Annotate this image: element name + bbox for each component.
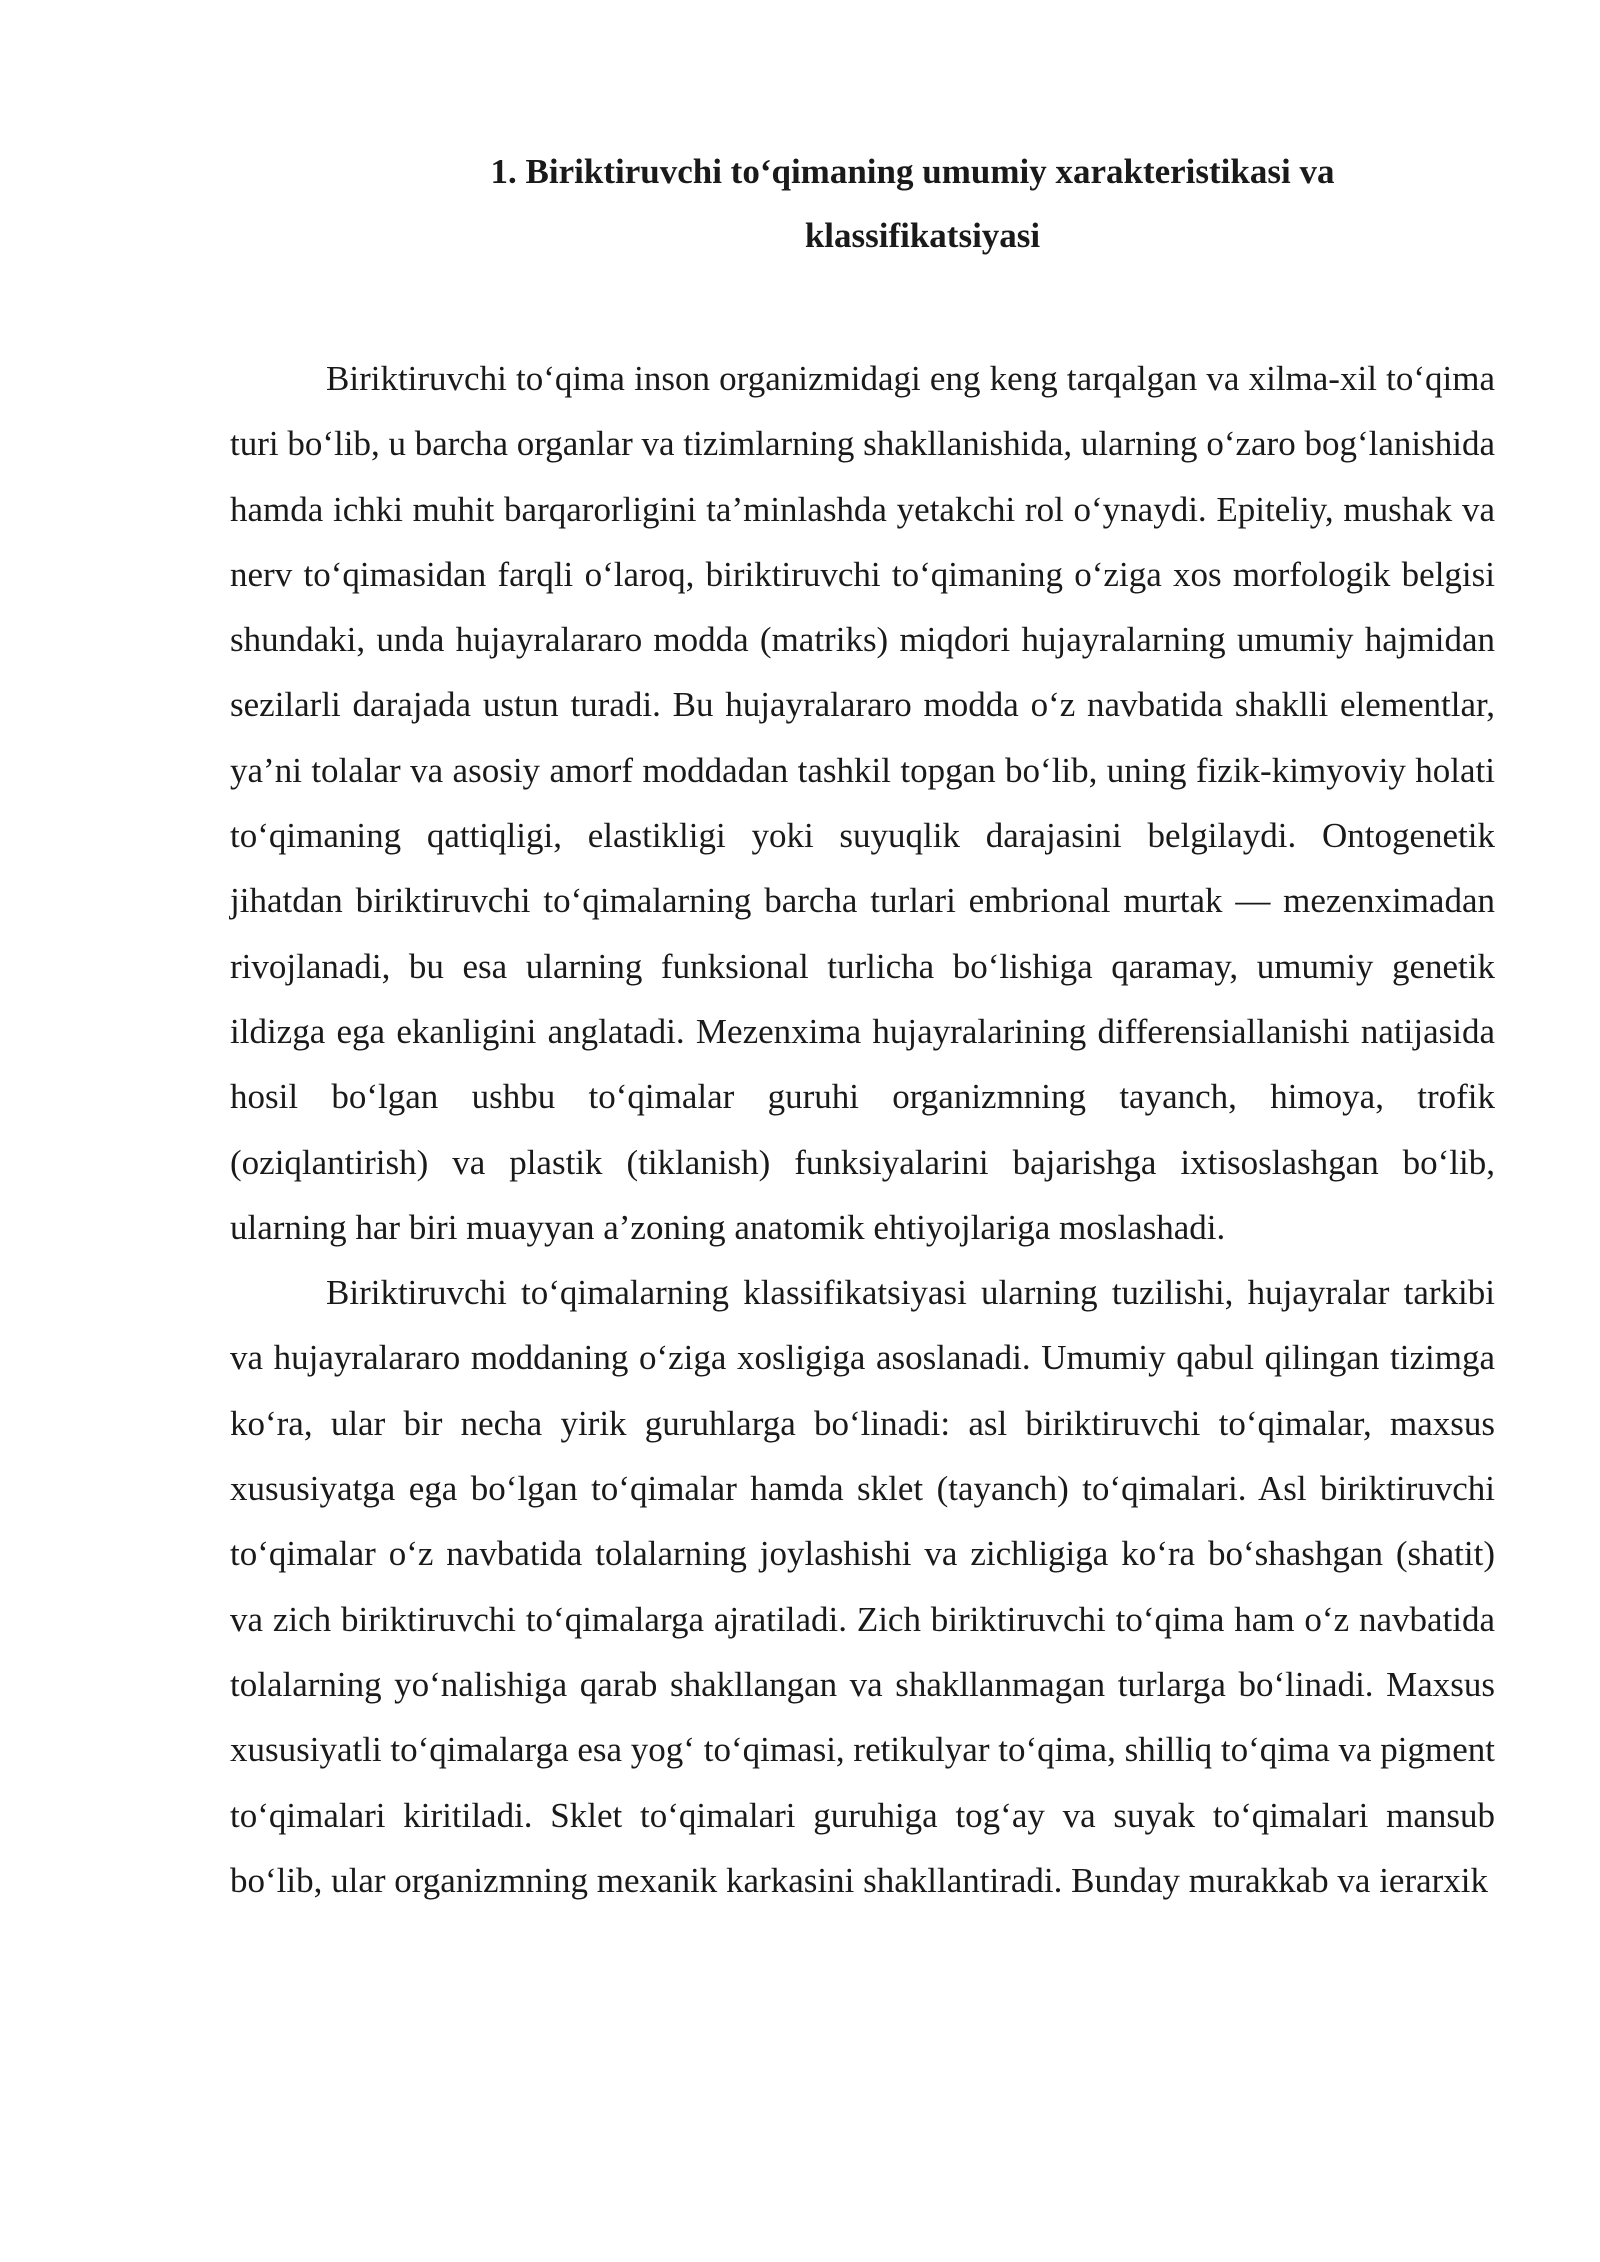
document-page (230, 140, 1495, 1913)
section-title-line-2: klassifikatsiyasi (804, 216, 1041, 255)
paragraph-2: Biriktiruvchi to‘qimalarning klassifikatsiyasi ularning tuzilishi, hujayralar tarkibi va hujayralararo moddaning o‘ziga xosligiga asoslanadi. Umumiy qabul qilingan tizimga ko‘ra, ular bir necha yirik guruhlarga bo‘linadi: asl biriktiruvchi to‘qimalar, maxsus xususiyatga ega bo‘lgan to‘qimalar hamda sklet (tayanch) to‘qimalari. Asl biriktiruvchi to‘qimalar o‘z navbatida tolalarning joylashishi va zichligiga ko‘ra bo‘shashgan (shatit) va zich biriktiruvchi to‘qimalarga ajratiladi. Zich biriktiruvchi to‘qima ham o‘z navbatida tolalarning yo‘nalishiga qarab shakllangan va shakllanmagan turlarga bo‘linadi. Maxsus xususiyatli to‘qimalarga esa yog‘ to‘qimasi, retikulyar to‘qima, shilliq to‘qima va pigment to‘qimalari kiritiladi. Sklet to‘qimalari guruhiga tog‘ay va suyak to‘qimalari mansub bo‘lib, ular organizmning mexanik karkasini shakllantiradi. Bunday murakkab va ierarxik (230, 1273, 1495, 1900)
section-title-line-1: 1. Biriktiruvchi to‘qimaning umumiy xarakteristikasi va (490, 152, 1335, 191)
section-title (230, 140, 1495, 268)
paragraph-1: Biriktiruvchi to‘qima inson organizmidagi eng keng tarqalgan va xilma-xil to‘qima turi bo‘lib, u barcha organlar va tizimlarning shakllanishida, ularning o‘zaro bog‘lanishida hamda ichki muhit barqarorligini ta’minlashda yetakchi rol o‘ynaydi. Epiteliy, mushak va nerv to‘qimasidan farqli o‘laroq, biriktiruvchi to‘qimaning o‘ziga xos morfologik belgisi shundaki, unda hujayralararo modda (matriks) miqdori hujayralarning umumiy hajmidan sezilarli darajada ustun turadi. Bu hujayralararo modda o‘z navbatida shaklli elementlar, ya’ni tolalar va asosiy amorf moddadan tashkil topgan bo‘lib, uning fizik-kimyoviy holati to‘qimaning qattiqligi, elastikligi yoki suyuqlik darajasini belgilaydi. Ontogenetik jihatdan biriktiruvchi to‘qimalarning barcha turlari embrional murtak — mezenximadan rivojlanadi, bu esa ularning funksional turlicha bo‘lishiga qaramay, umumiy genetik ildizga ega ekanligini anglatadi. Mezenxima hujayralarining differensiallanishi natijasida hosil bo‘lgan ushbu to‘qimalar guruhi organizmning tayanch, himoya, trofik (oziqlantirish) va plastik (tiklanish) funksiyalarini bajarishga ixtisoslashgan bo‘lib, ularning har biri muayyan a’zoning anatomik ehtiyojlariga moslashadi. (230, 359, 1495, 1247)
